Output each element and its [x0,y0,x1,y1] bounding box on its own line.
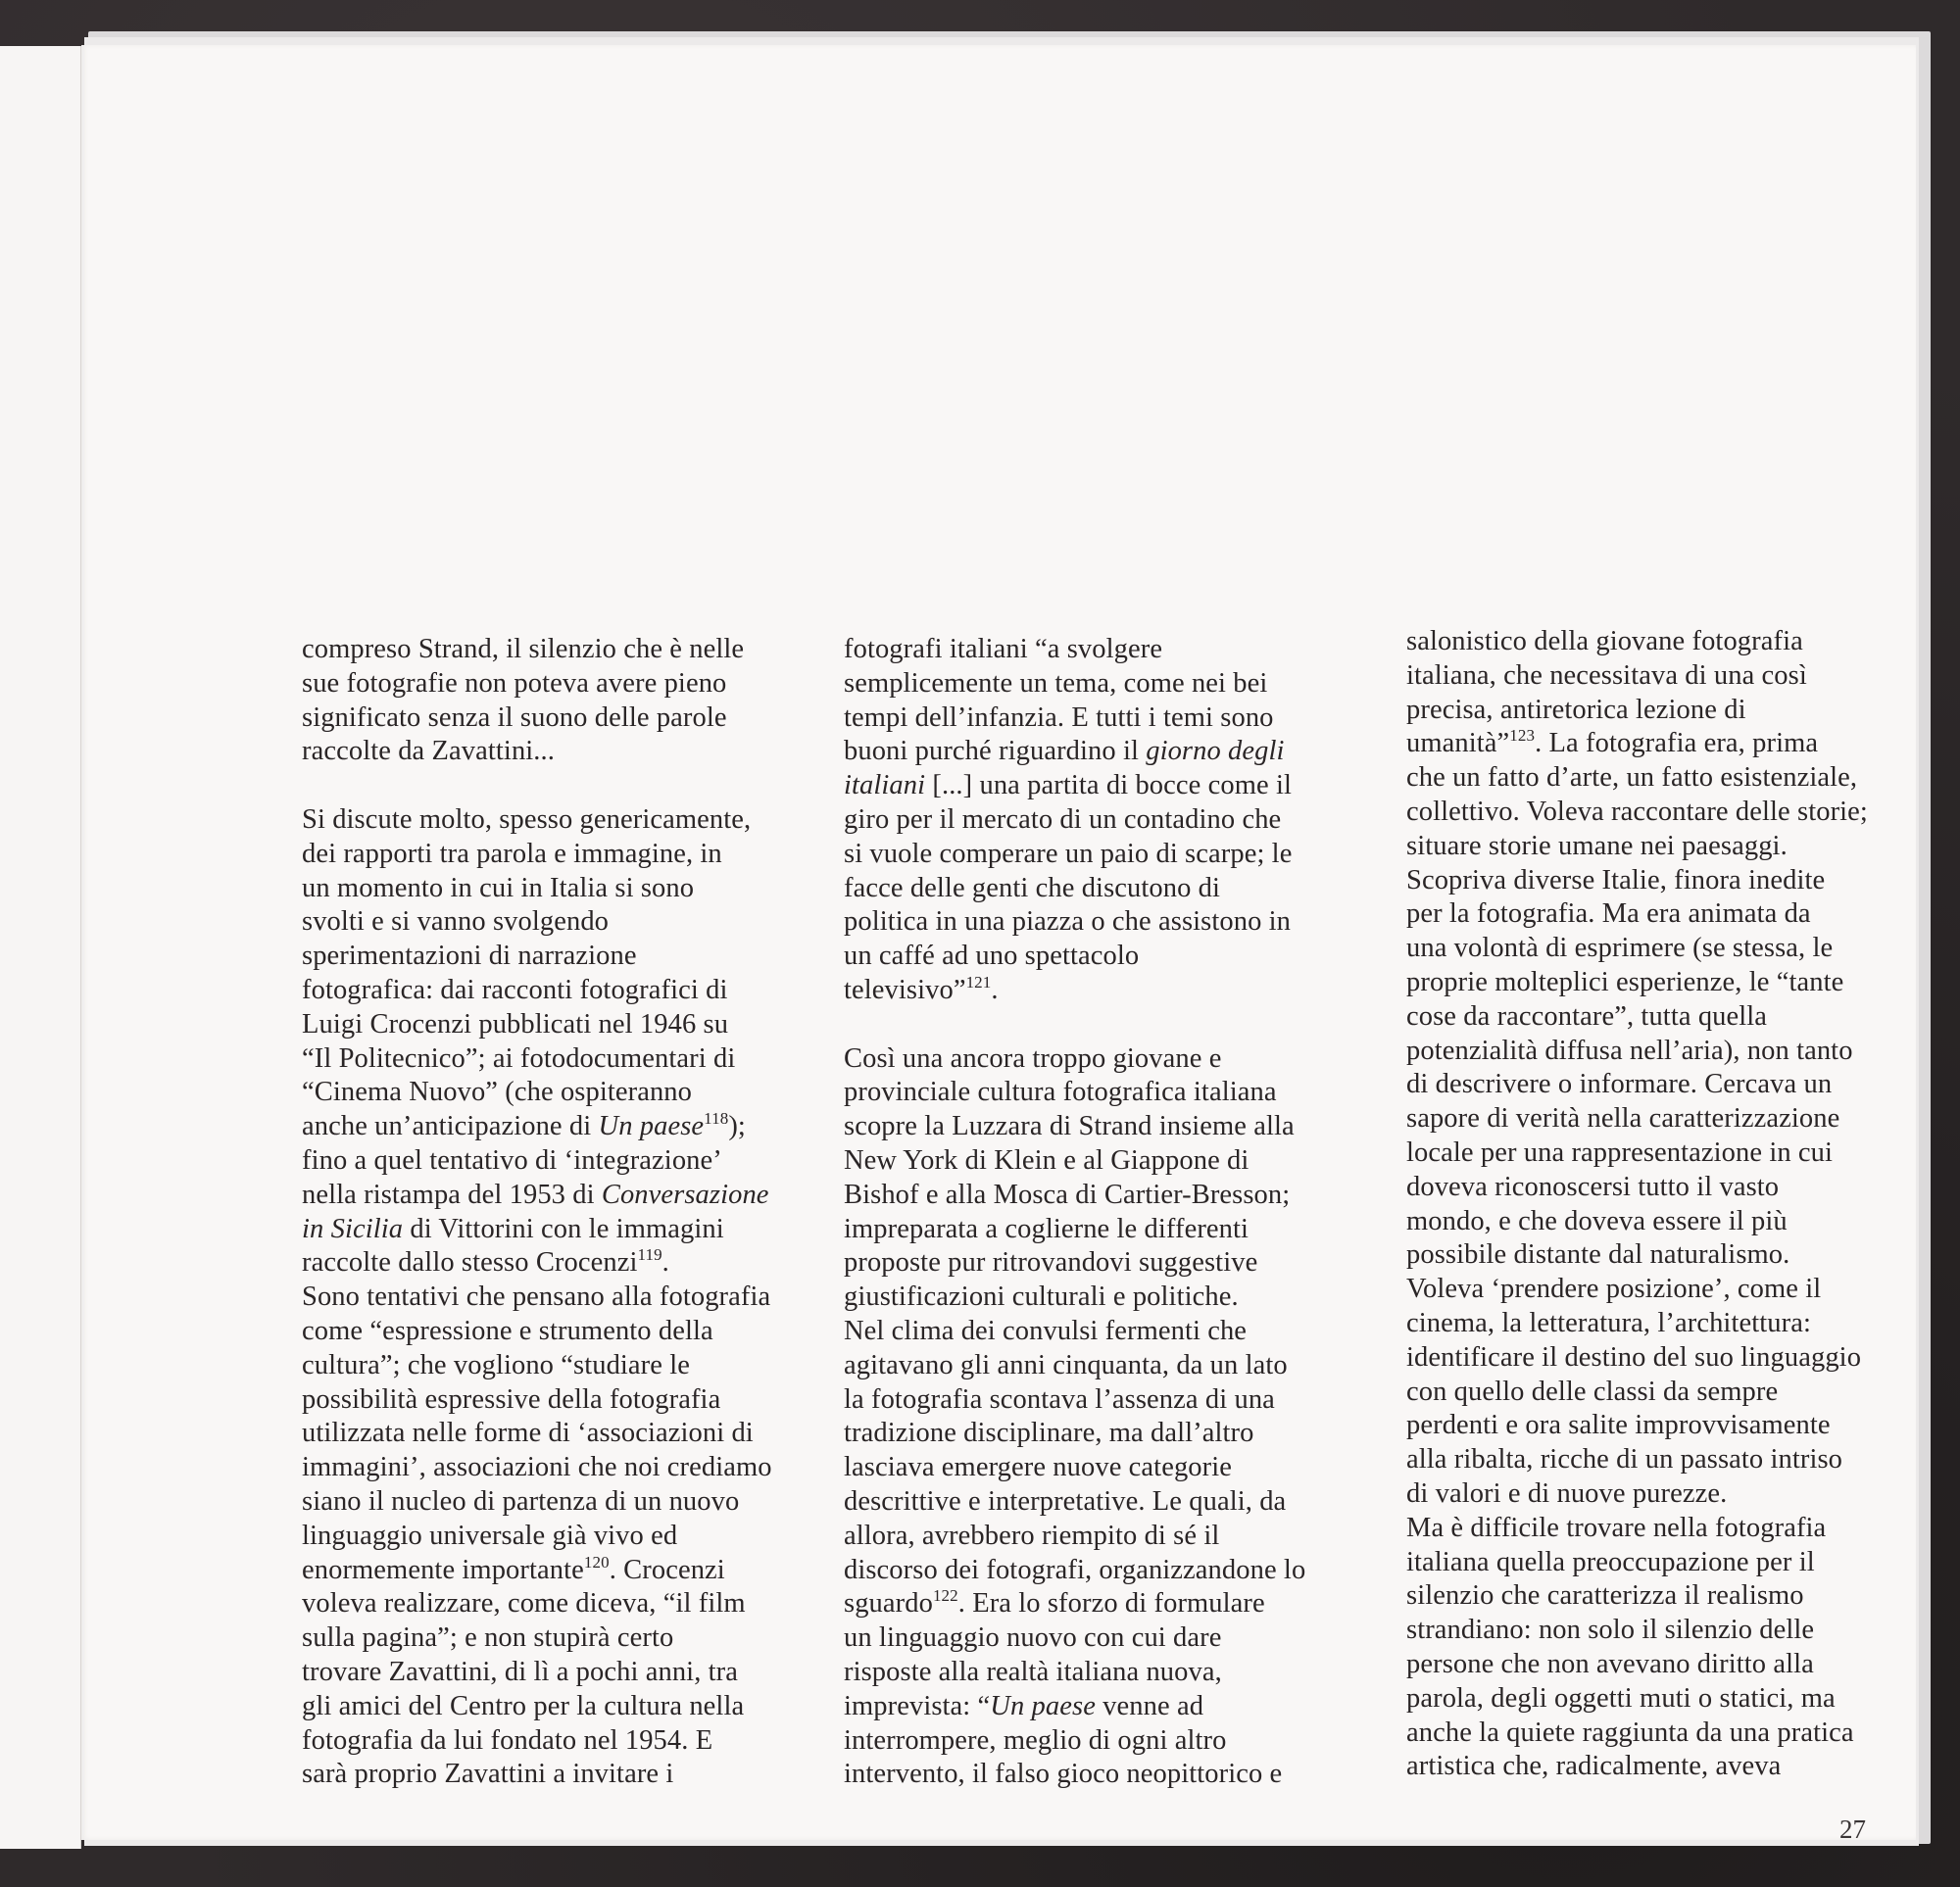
text-line: proposte pur ritrovandovi suggestive [844,1247,1258,1279]
text-line: fotografia da lui fondato nel 1954. E [302,1724,713,1756]
text-line: cinema, la letteratura, l’architettura: [1406,1307,1811,1338]
text-line: New York di Klein e al Giappone di [844,1144,1250,1176]
text-line: cose da raccontare”, tutta quella [1406,1000,1768,1032]
text-line: utilizzata nelle forme di ‘associazioni di [302,1418,754,1449]
text-line: possibile distante dal naturalismo. [1406,1239,1790,1271]
text-line: tradizione disciplinare, ma dall’altro [844,1418,1254,1449]
footnote-ref: 120 [583,1552,610,1572]
text-line: enormemente importante$^{120}$. Crocenzi [302,1552,725,1585]
footnote-ref: 123 [1509,726,1536,746]
italic-title: Un paese [990,1690,1096,1721]
paragraph-break [302,769,811,803]
text-line: raccolte dallo stesso Crocenzi$^{119}$. [302,1245,669,1279]
text-line: Ma è difficile trovare nella fotografia [1406,1512,1827,1543]
text-line: per la fotografia. Ma era animata da [1406,898,1811,930]
text-line: siano il nucleo di partenza di un nuovo [302,1485,740,1517]
text-line: impreparata a coglierne le differenti [844,1213,1250,1244]
text-line: salonistico della giovane fotografia [1406,626,1803,656]
text-line: situare storie umane nei paesaggi. [1406,830,1788,861]
text-line: italiana quella preoccupazione per il [1406,1546,1815,1577]
text-line: allora, avrebbero riempito di sé il [844,1520,1220,1551]
text-line: che un fatto d’arte, un fatto esistenziale, [1406,762,1858,794]
text-line: voleva realizzare, come diceva, “il film [302,1588,746,1620]
text-line: buoni purché riguardino il giorno degli [844,736,1285,767]
text-line: artistica che, radicalmente, aveva [1406,1751,1782,1782]
text-line: persone che non avevano diritto alla [1406,1648,1814,1679]
text-line: anche un’anticipazione di Un paese$^{118}$); [302,1109,746,1142]
italic-title: Un paese [598,1111,705,1142]
italic-title: in Sicilia [302,1213,404,1244]
text-line: intervento, il falso gioco neopittorico e [844,1759,1283,1790]
text-line: italiana, che necessitava di una così [1406,659,1807,691]
text-line: silenzio che caratterizza il realismo [1406,1580,1804,1612]
text-line: italiani [...] una partita di bocce come il [844,770,1293,801]
footnote-ref: 121 [965,972,992,992]
text-line: politica in una piazza o che assistono in [844,906,1292,938]
text-line: nella ristampa del 1953 di Conversazione [302,1179,769,1210]
text-line: fotografi italiani “a svolgere [844,634,1163,664]
text-line: discorso dei fotografi, organizzandone lo [844,1554,1306,1585]
text-line: fotografica: dai racconti fotografici di [302,974,728,1005]
text-line: televisivo”$^{121}$. [844,972,999,1005]
text-line: umanità”$^{123}$. La fotografia era, prima [1406,726,1819,759]
italic-title: giorno degli [1146,736,1285,767]
text-line: sue fotografie non poteva avere pieno [302,667,727,699]
facing-page-edge [0,46,81,1849]
italic-title: italiani [844,770,926,801]
text-line: imprevista: “Un paese venne ad [844,1690,1204,1721]
text-line: Sono tentativi che pensano alla fotografia [302,1282,771,1313]
text-line: “Il Politecnico”; ai fotodocumentari di [302,1042,736,1074]
text-line: Luigi Crocenzi pubblicati nel 1946 su [302,1008,729,1040]
text-line: giustificazioni culturali e politiche. [844,1282,1239,1313]
text-line: sperimentazioni di narrazione [302,941,637,972]
text-line: Si discute molto, spesso genericamente, [302,803,752,835]
text-line: risposte alla realtà italiana nuova, [844,1656,1222,1687]
text-line: mondo, e che doveva essere il più [1406,1205,1788,1236]
text-line: linguaggio universale già vivo ed [302,1520,678,1551]
text-line: potenzialità diffusa nell’aria), non tanto [1406,1035,1853,1066]
text-line: compreso Strand, il silenzio che è nelle [302,634,745,664]
text-line: immagini’, associazioni che noi crediamo [302,1452,772,1483]
text-line: alla ribalta, ricche di un passato intriso [1406,1444,1843,1476]
text-line: raccolte da Zavattini... [302,736,555,767]
text-line: proprie molteplici esperienze, le “tante [1406,966,1844,997]
text-line: Nel clima dei convulsi fermenti che [844,1315,1248,1346]
text-line: la fotografia scontava l’assenza di una [844,1383,1275,1415]
text-line: di descrivere o informare. Cercava un [1406,1069,1833,1100]
text-line: svolti e si vanno svolgendo [302,906,610,938]
paragraph-break [844,1008,1353,1042]
text-line: interrompere, meglio di ogni altro [844,1724,1227,1756]
text-line: sguardo$^{122}$. Era lo sforzo di formulare [844,1586,1265,1620]
text-line: perdenti e ora salite improvvisamente [1406,1410,1831,1441]
text-line: Scopriva diverse Italie, finora inedite [1406,864,1826,895]
text-line: in Sicilia di Vittorini con le immagini [302,1213,724,1244]
text-line: dei rapporti tra parola e immagine, in [302,838,722,869]
text-line: con quello delle classi da sempre [1406,1376,1779,1407]
text-line: sapore di verità nella caratterizzazione [1406,1103,1840,1135]
text-column-1 [302,633,811,1792]
text-line: significato senza il suono delle parole [302,702,727,733]
text-line: “Cinema Nuovo” (che ospiteranno [302,1077,693,1108]
text-line: descrittive e interpretative. Le quali, da [844,1485,1287,1517]
text-line: lasciava emergere nuove categorie [844,1452,1233,1483]
footnote-ref: 122 [932,1586,958,1606]
text-line: scopre la Luzzara di Strand insieme alla [844,1111,1295,1142]
text-line: un caffé ad uno spettacolo [844,941,1140,972]
text-line: precisa, antiretorica lezione di [1406,694,1746,725]
text-line: cultura”; che vogliono “studiare le [302,1349,691,1380]
text-line: come “espressione e strumento della [302,1315,713,1346]
text-line: semplicemente un tema, come nei bei [844,667,1268,699]
text-line: fino a quel tentativo di ‘integrazione’ [302,1144,722,1176]
text-line: collettivo. Voleva raccontare delle storie; [1406,796,1868,827]
text-line: tempi dell’infanzia. E tutti i temi sono [844,702,1274,733]
text-line: facce delle genti che discutono di [844,872,1221,903]
text-line: possibilità espressive della fotografia [302,1383,721,1415]
text-line: giro per il mercato di un contadino che [844,803,1282,835]
text-line: gli amici del Centro per la cultura nella [302,1690,745,1721]
italic-title: Conversazione [601,1179,769,1210]
page-number: 27 [1839,1814,1866,1844]
text-line: una volontà di esprimere (se stessa, le [1406,933,1834,964]
book-page [81,45,1916,1844]
text-line: doveva riconoscersi tutto il vasto [1406,1171,1780,1202]
text-line: strandiano: non solo il silenzio delle [1406,1615,1815,1646]
text-line: Voleva ‘prendere posizione’, come il [1406,1274,1822,1305]
text-line: sulla pagina”; e non stupirà certo [302,1622,674,1654]
text-line: Bishof e alla Mosca di Cartier-Bresson; [844,1179,1291,1210]
text-line: locale per una rappresentazione in cui [1406,1137,1834,1168]
text-line: di valori e di nuove purezze. [1406,1477,1728,1509]
text-line: Così una ancora troppo giovane e [844,1042,1222,1074]
text-column-3 [1406,625,1916,1784]
text-line: agitavano gli anni cinquanta, da un lato [844,1349,1288,1380]
text-line: parola, degli oggetti muti o statici, ma [1406,1682,1836,1714]
text-line: trovare Zavattini, di lì a pochi anni, tra [302,1656,739,1687]
text-column-2 [844,633,1353,1792]
text-line: anche la quiete raggiunta da una pratica [1406,1717,1854,1748]
footnote-ref: 118 [704,1109,729,1129]
text-line: sarà proprio Zavattini a invitare i [302,1759,674,1790]
text-line: provinciale cultura fotografica italiana [844,1077,1277,1108]
text-line: un linguaggio nuovo con cui dare [844,1622,1222,1654]
text-line: si vuole comperare un paio di scarpe; le [844,838,1293,869]
text-line: identificare il destino del suo linguaggio [1406,1341,1862,1373]
text-line: un momento in cui in Italia si sono [302,872,695,903]
footnote-ref: 119 [637,1245,662,1265]
